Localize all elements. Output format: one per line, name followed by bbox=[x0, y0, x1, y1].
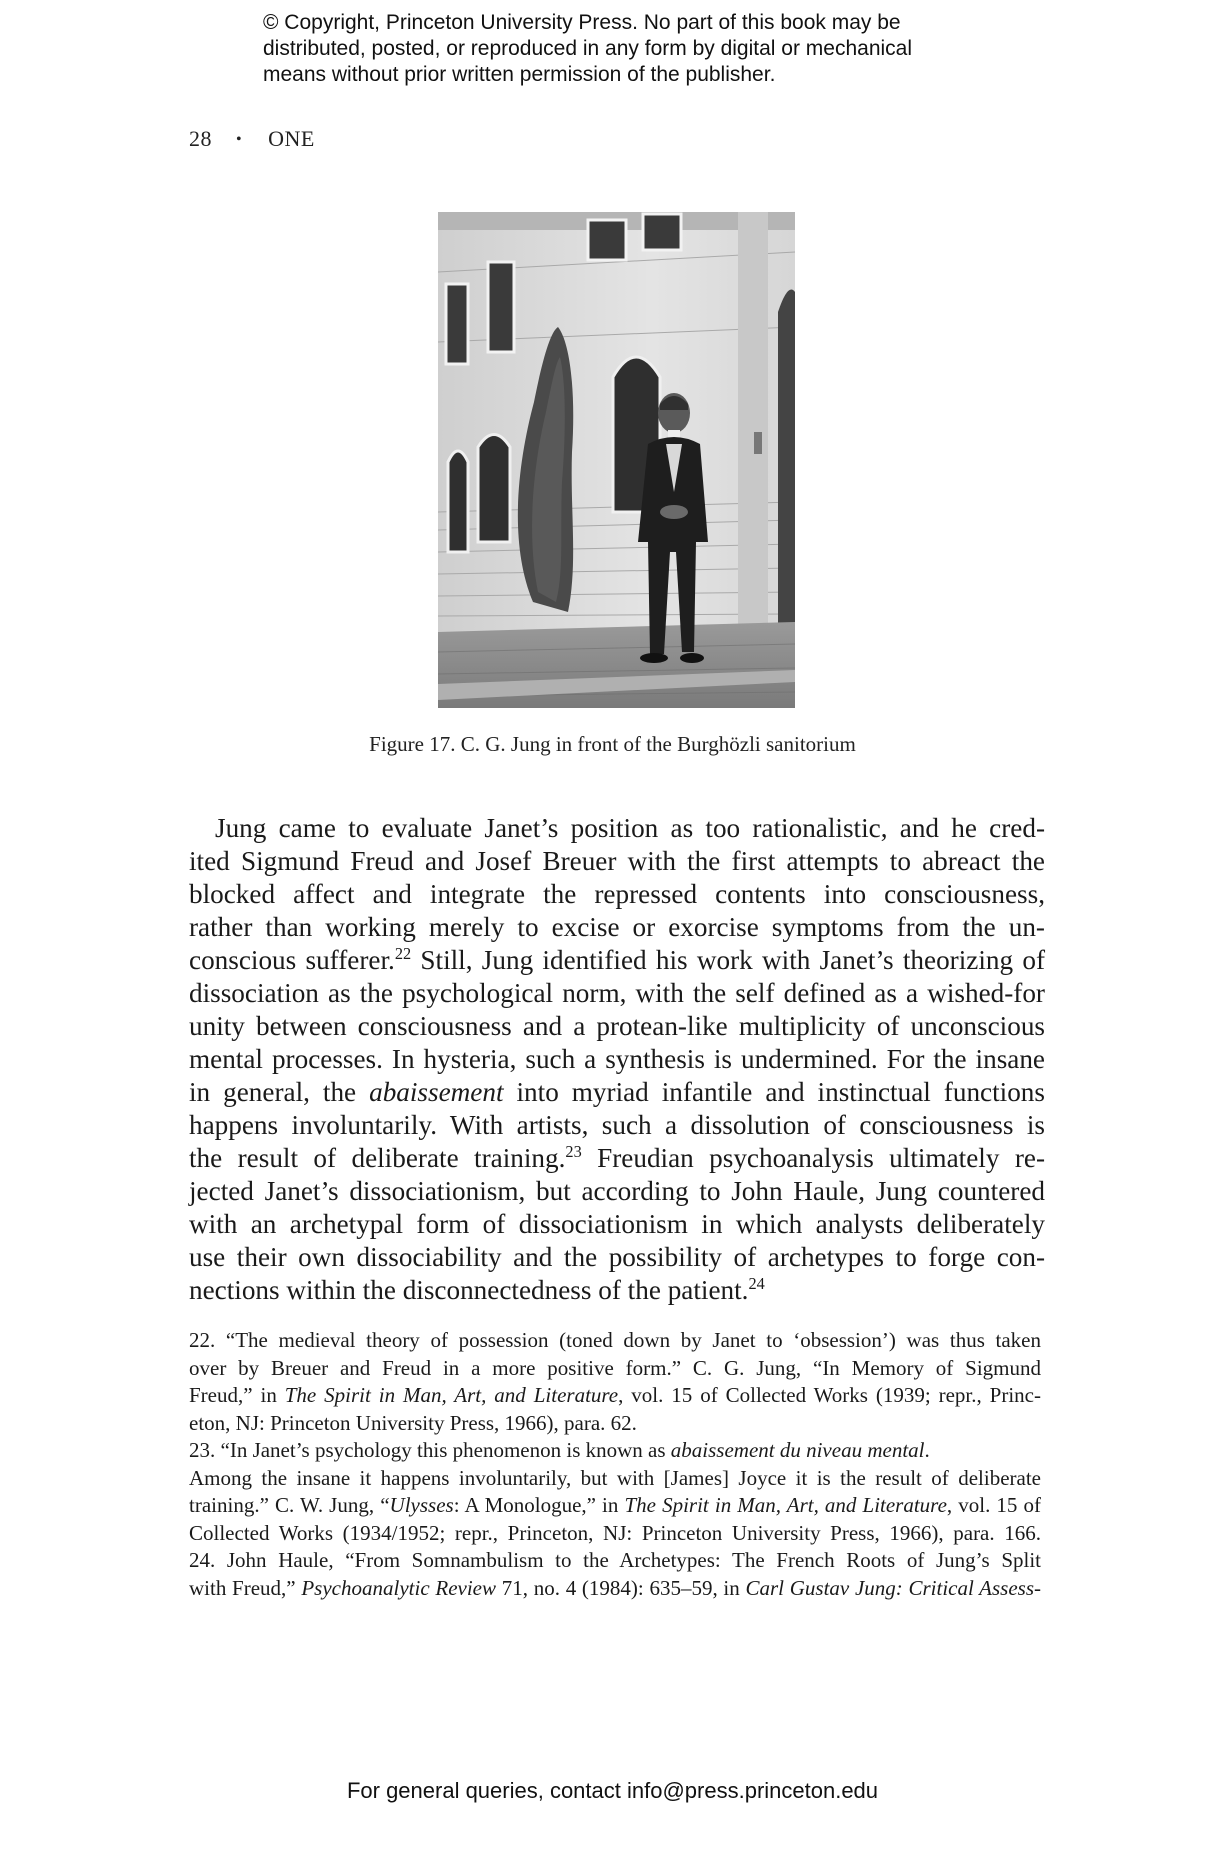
photo-illustration bbox=[438, 212, 795, 708]
body-line: mental processes. In hysteria, such a synthesis is undermined. For the insane bbox=[189, 1044, 1045, 1074]
body-line: use their own dissociability and the possibility of archetypes to forge con- bbox=[189, 1242, 1045, 1272]
body-line: jected Janet’s dissociationism, but according to John Haule, Jung countered bbox=[189, 1176, 1045, 1206]
body-line: unity between consciousness and a protean-like multiplicity of unconscious bbox=[189, 1011, 1045, 1041]
body-line: blocked affect and integrate the repressed contents into consciousness, bbox=[189, 879, 1045, 909]
body-line: happens involuntarily. With artists, such a dissolution of consciousness is bbox=[189, 1110, 1045, 1140]
copyright-line: © Copyright, Princeton University Press. No part of this book may be bbox=[263, 11, 901, 34]
copyright-line: means without prior written permission of the publisher. bbox=[263, 63, 776, 86]
footer-contact: For general queries, contact info@press.princeton.edu bbox=[346, 1778, 879, 1803]
chapter-title: ONE bbox=[268, 126, 315, 151]
footnote-ref-22[interactable]: 22 bbox=[394, 943, 412, 963]
figure-caption: Figure 17. C. G. Jung in front of the Burghözli sanitorium bbox=[369, 732, 856, 756]
footnote-line: Freud,” in The Spirit in Man, Art, and Literature, vol. 15 of Collected Works (1939; repr., Princ- bbox=[189, 1383, 1041, 1407]
copyright-notice bbox=[263, 10, 963, 88]
body-paragraph bbox=[189, 812, 1045, 1307]
footnote-line: with Freud,” Psychoanalytic Review 71, no. 4 (1984): 635–59, in Carl Gustav Jung: Critical Assess- bbox=[189, 1575, 1042, 1600]
footnote-line: Collected Works (1934/1952; repr., Princeton, NJ: Princeton University Press, 1966), para. 166. bbox=[189, 1520, 1041, 1545]
footnote-line: eton, NJ: Princeton University Press, 1966), para. 62. bbox=[189, 1410, 637, 1435]
figure-photo-jung bbox=[438, 212, 795, 708]
footnotes bbox=[189, 1327, 1041, 1602]
footnote-line: 22. “The medieval theory of possession (toned down by Janet to ‘obsession’) was thus taken bbox=[189, 1328, 1041, 1352]
body-line: conscious sufferer.$^{22}$ Still, Jung identified his work with Janet’s theorizing of bbox=[189, 943, 1045, 975]
footnote-line: Among the insane it happens involuntarily, but with [James] Joyce it is the result of deliberate bbox=[189, 1465, 1041, 1490]
body-line: dissociation as the psychological norm, with the self defined as a wished-for bbox=[189, 978, 1045, 1008]
footnote-line: training.” C. W. Jung, “Ulysses: A Monologue,” in The Spirit in Man, Art, and Literature, vol. 15 of bbox=[189, 1493, 1042, 1517]
footnote-line: 24. John Haule, “From Somnambulism to the Archetypes: The French Roots of Jung’s Split bbox=[189, 1548, 1041, 1572]
footnote-line: over by Breuer and Freud in a more positive form.” C. G. Jung, “In Memory of Sigmund bbox=[189, 1355, 1041, 1380]
body-line: ited Sigmund Freud and Josef Breuer with the first attempts to abreact the bbox=[189, 846, 1045, 876]
copyright-line: distributed, posted, or reproduced in any form by digital or mechanical bbox=[263, 37, 913, 60]
footnote-line: 23. “In Janet’s psychology this phenomenon is known as abaissement du niveau mental. bbox=[189, 1438, 930, 1462]
footnote-ref-24[interactable]: 24 bbox=[748, 1273, 765, 1293]
footnote-ref-23[interactable]: 23 bbox=[565, 1141, 582, 1161]
body-line: rather than working merely to excise or exorcise symptoms from the un- bbox=[189, 912, 1045, 942]
bullet-separator: • bbox=[236, 131, 243, 148]
body-line: Jung came to evaluate Janet’s position as too rationalistic, and he cred- bbox=[215, 813, 1045, 843]
body-line: in general, the abaissement into myriad infantile and instinctual functions bbox=[189, 1077, 1045, 1107]
page-number: 28 bbox=[189, 126, 212, 151]
body-line: with an archetypal form of dissociationism in which analysts deliberately bbox=[189, 1209, 1045, 1239]
body-line: the result of deliberate training.$^{23}$ Freudian psychoanalysis ultimately re- bbox=[189, 1141, 1045, 1173]
body-line: nections within the disconnectedness of the patient.$^{24}$ bbox=[189, 1273, 765, 1305]
running-head bbox=[189, 126, 315, 152]
